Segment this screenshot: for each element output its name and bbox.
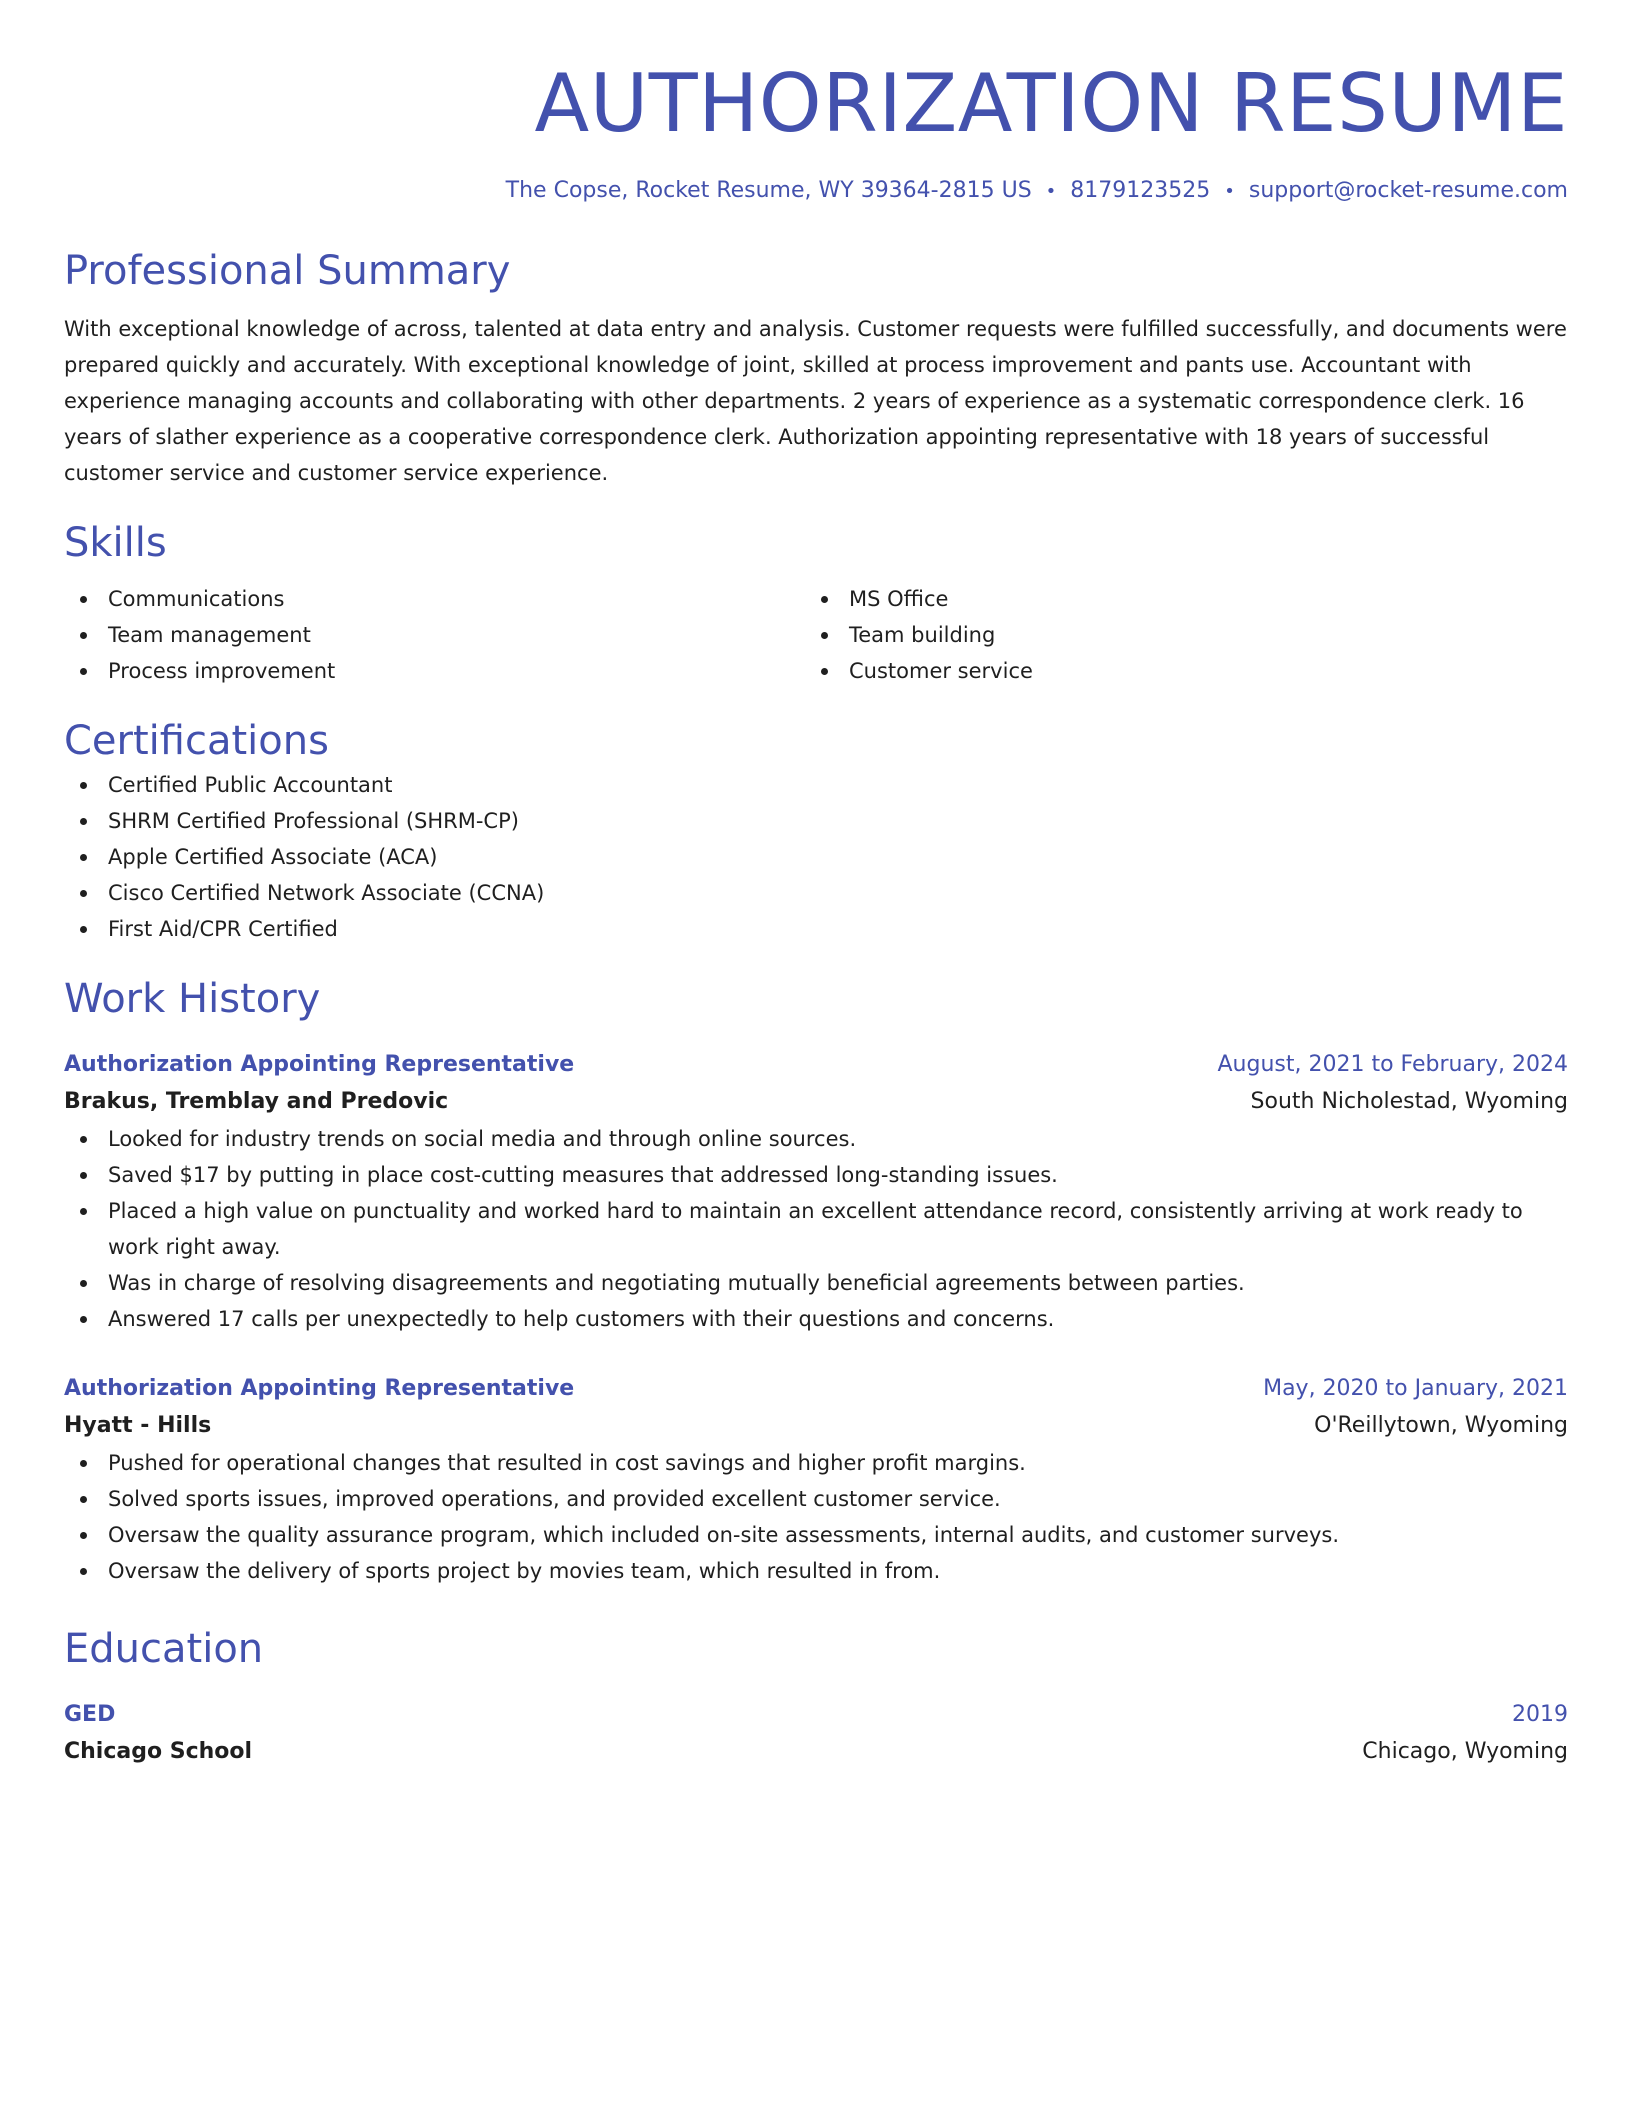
job-dates: May, 2020 to January, 2021 <box>1263 1376 1568 1401</box>
skills-heading: Skills <box>64 520 167 566</box>
work-history-heading: Work History <box>64 976 321 1022</box>
job-company-row <box>64 1083 1568 1121</box>
job-company: Hyatt - Hills <box>64 1413 212 1438</box>
job-entry <box>64 1371 1568 1589</box>
job-header-row <box>64 1047 1568 1083</box>
summary-heading: Professional Summary <box>64 248 511 294</box>
certification-item: Certified Public Accountant <box>64 767 1568 803</box>
contact-phone: 8179123525 <box>1070 178 1211 203</box>
certification-item: Apple Certified Associate (ACA) <box>64 839 1568 875</box>
summary-text: With exceptional knowledge of across, talented at data entry and analysis. Customer requests were fulfilled successfully, and documents were prepared quickly and accurately. With exceptional knowledge of joint, skilled at process improvement and pants use. Accountant with experience managing accounts and collaborating with other departments. 2 years of experience as a systematic correspondence clerk. 16 years of slather experience as a cooperative correspondence clerk. Authorization appointing representative with 18 years of successful customer service and customer service experience. <box>64 317 1567 485</box>
skills-list-right <box>805 581 1546 689</box>
job-bullet: Oversaw the quality assurance program, which included on-site assessments, internal audits, and customer surveys. <box>64 1517 1568 1553</box>
certifications-heading: Certifications <box>64 718 329 764</box>
certification-item: SHRM Certified Professional (SHRM-CP) <box>64 803 1568 839</box>
job-bullet: Answered 17 calls per unexpectedly to help customers with their questions and concerns. <box>64 1301 1568 1337</box>
education-heading: Education <box>64 1626 264 1672</box>
certification-item: Cisco Certified Network Associate (CCNA) <box>64 875 1568 911</box>
job-bullet: Saved $17 by putting in place cost-cutting measures that addressed long-standing issues. <box>64 1157 1568 1193</box>
job-bullet: Was in charge of resolving disagreements and negotiating mutually beneficial agreements between parties. <box>64 1265 1568 1301</box>
job-bullet: Solved sports issues, improved operations, and provided excellent customer service. <box>64 1481 1568 1517</box>
skills-grid <box>64 581 1568 689</box>
job-dates: August, 2021 to February, 2024 <box>1217 1052 1568 1077</box>
job-bullet: Placed a high value on punctuality and worked hard to maintain an excellent attendance record, consistently arriving at work ready to work right away. <box>64 1193 1568 1265</box>
contact-line <box>64 176 1568 207</box>
contact-address: The Copse, Rocket Resume, WY 39364-2815 US <box>505 178 1032 203</box>
skill-item: Communications <box>64 581 805 617</box>
job-location: O'Reillytown, Wyoming <box>1314 1413 1568 1438</box>
education-school: Chicago School <box>64 1739 253 1764</box>
education-school-row <box>64 1733 1568 1771</box>
job-bullets <box>64 1445 1568 1589</box>
job-bullet: Oversaw the delivery of sports project by movies team, which resulted in from. <box>64 1553 1568 1589</box>
job-title: Authorization Appointing Representative <box>64 1052 575 1077</box>
skills-list-left <box>64 581 805 689</box>
skill-item: Team building <box>805 617 1546 653</box>
contact-separator: • <box>1224 181 1235 202</box>
education-year: 2019 <box>1512 1702 1568 1727</box>
job-title: Authorization Appointing Representative <box>64 1376 575 1401</box>
skill-item: Team management <box>64 617 805 653</box>
education-header-row <box>64 1697 1568 1733</box>
job-entry <box>64 1047 1568 1337</box>
contact-email[interactable]: support@rocket-resume.com <box>1248 178 1568 203</box>
job-location: South Nicholestad, Wyoming <box>1250 1089 1568 1114</box>
resume-name: AUTHORIZATION RESUME <box>534 57 1568 150</box>
education-entry <box>64 1697 1568 1771</box>
contact-separator: • <box>1045 181 1057 202</box>
resume-header <box>64 56 1568 207</box>
job-header-row <box>64 1371 1568 1407</box>
education-degree: GED <box>64 1702 116 1727</box>
job-company: Brakus, Tremblay and Predovic <box>64 1089 449 1114</box>
certifications-list <box>64 767 1568 947</box>
education-location: Chicago, Wyoming <box>1362 1739 1568 1764</box>
job-bullet: Pushed for operational changes that resulted in cost savings and higher profit margins. <box>64 1445 1568 1481</box>
skill-item: Process improvement <box>64 653 805 689</box>
job-bullets <box>64 1121 1568 1337</box>
job-company-row <box>64 1407 1568 1445</box>
job-bullet: Looked for industry trends on social media and through online sources. <box>64 1121 1568 1157</box>
skill-item: Customer service <box>805 653 1546 689</box>
certification-item: First Aid/CPR Certified <box>64 911 1568 947</box>
skill-item: MS Office <box>805 581 1546 617</box>
